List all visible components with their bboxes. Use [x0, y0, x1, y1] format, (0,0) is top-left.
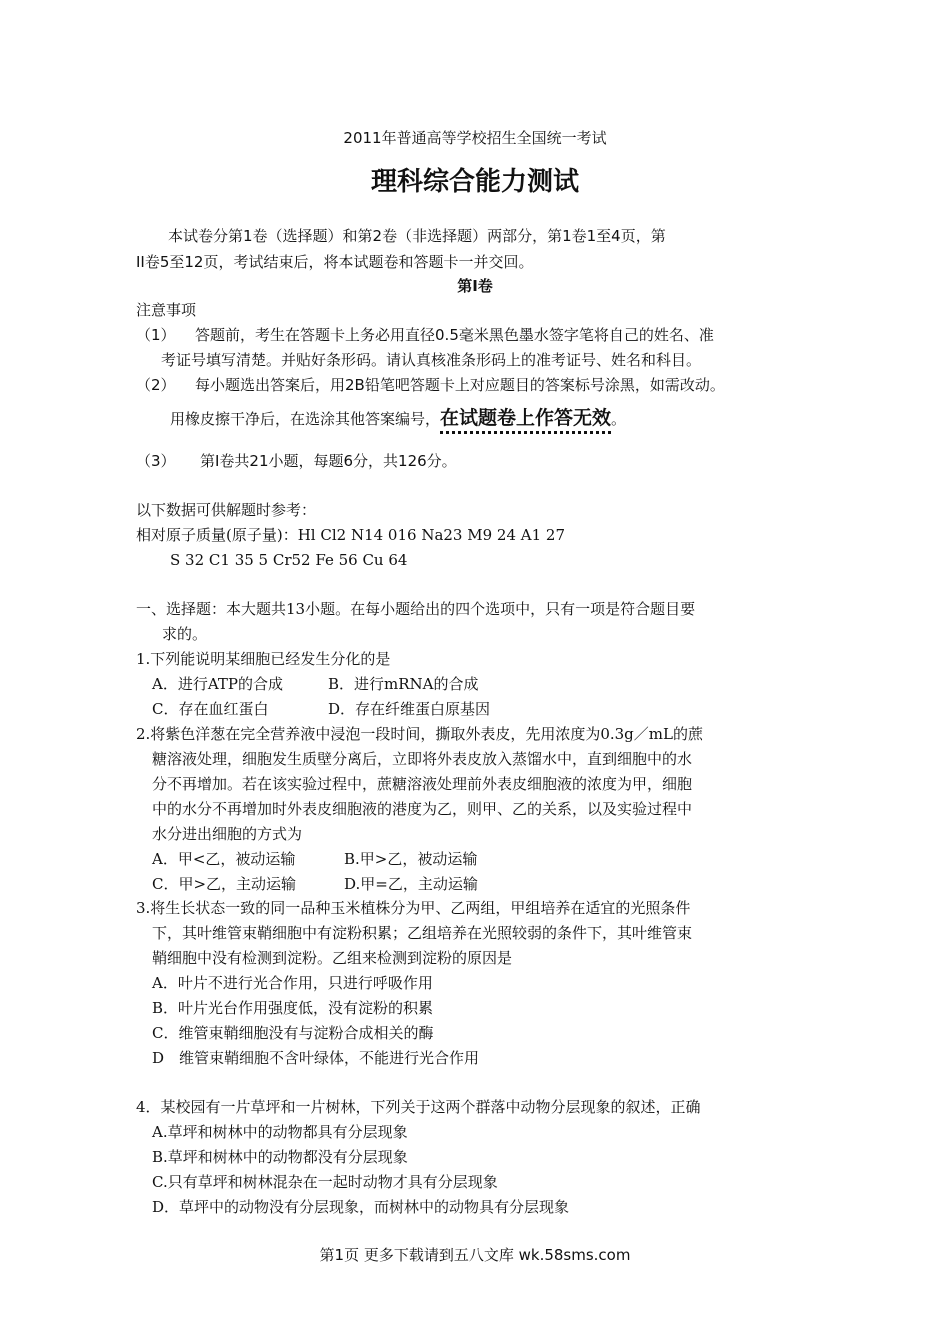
exam-line: 2011年普通高等学校招生全国统一考试 — [343, 129, 607, 147]
q3-option-c: C．维管束鞘细胞没有与淀粉合成相关的酶 — [152, 1024, 434, 1042]
note-2-line-1: 每小题选出答案后，用2B铅笔吧答题卡上对应题目的答案标号涂黑，如需改动。 — [195, 376, 725, 394]
q4-stem: 4．某校园有一片草坪和一片树林，下列关于这两个群落中动物分层现象的叙述，正确 — [136, 1098, 701, 1116]
intro-line-2: II卷5至12页，考试结束后，将本试题卷和答题卡一并交回。 — [136, 253, 534, 271]
q4-option-c: C.只有草坪和树林混杂在一起时动物才具有分层现象 — [152, 1173, 498, 1191]
reference-line-1: 以下数据可供解题时参考： — [136, 501, 317, 519]
q2-line-5: 水分进出细胞的方式为 — [152, 825, 303, 843]
reference-line-3: S 32 C1 35 5 Cr52 Fe 56 Cu 64 — [170, 551, 408, 569]
q2-line-1: 2.将紫色洋葱在完全营养液中浸泡一段时间，撕取外表皮，先用浓度为0.3g／mL的蔗 — [136, 725, 703, 743]
q3-option-b: B．叶片光台作用强度低，没有淀粉的积累 — [152, 999, 434, 1017]
note-2-prefix: 用橡皮擦干净后，在选涂其他答案编号， — [170, 410, 441, 428]
q2-line-4: 中的水分不再增加时外表皮细胞液的港度为乙，则甲、乙的关系，以及实验过程中 — [152, 800, 693, 818]
q3-line-3: 鞘细胞中没有检测到淀粉。乙组来检测到淀粉的原因是 — [152, 949, 513, 967]
q1-option-d: D．存在纤维蛋白原基因 — [328, 700, 491, 718]
q3-option-d: D 维管束鞘细胞不含叶绿体，不能进行光合作用 — [152, 1049, 480, 1067]
reference-line-2: 相对原子质量(原子量)：Hl Cl2 N14 016 Na23 M9 24 A1 27 — [136, 526, 565, 544]
q3-option-a: A．叶片不进行光合作用，只进行呼吸作用 — [152, 974, 433, 992]
page-footer: 第1页 更多下载请到五八文库 wk.58sms.com — [319, 1246, 631, 1264]
q4-option-a: A.草坪和树林中的动物都具有分层现象 — [152, 1123, 408, 1141]
note-2-line-2 — [170, 408, 626, 429]
q2-option-d: D.甲=乙，主动运输 — [344, 875, 478, 893]
note-2-suffix: 。 — [611, 410, 627, 428]
q2-line-3: 分不再增加。若在该实验过程中，蔗糖溶液处理前外表皮细胞液的浓度为甲，细胞 — [152, 775, 693, 793]
q2-option-a: A．甲<乙，被动运输 — [152, 850, 296, 868]
q1-stem: 1.下列能说明某细胞已经发生分化的是 — [136, 650, 391, 668]
q3-line-1: 3.将生长状态一致的同一品种玉米植株分为甲、乙两组，甲组培养在适宜的光照条件 — [136, 899, 691, 917]
q1-option-b: B．进行mRNA的合成 — [328, 675, 479, 693]
part1-line-1: 一、选择题：本大题共13小题。在每小题给出的四个选项中，只有一项是符合题目要 — [136, 600, 696, 618]
q2-line-2: 糖溶液处理，细胞发生质壁分离后，立即将外表皮放入蒸馏水中，直到细胞中的水 — [152, 750, 693, 768]
page-title: 理科综合能力测试 — [370, 167, 579, 197]
note-1-number: （1） — [136, 326, 176, 344]
intro-line-1: 本试卷分第1卷（选择题）和第2卷（非选择题）两部分，第1卷1至4页，第 — [168, 227, 666, 245]
notes-heading: 注意事项 — [136, 301, 197, 319]
q4-option-b: B.草坪和树林中的动物都没有分层现象 — [152, 1148, 408, 1166]
note-3-text: 第I卷共21小题，每题6分，共126分。 — [200, 452, 457, 470]
q2-option-c: C．甲>乙，主动运输 — [152, 875, 297, 893]
note-2-number: （2） — [136, 376, 176, 394]
q3-line-2: 下，其叶维管束鞘细胞中有淀粉积累；乙组培养在光照较弱的条件下，其叶维管束 — [152, 924, 693, 942]
note-2-emphasis: 在试题卷上作答无效 — [440, 407, 611, 434]
q4-option-d: D．草坪中的动物没有分层现象，而树林中的动物具有分层现象 — [152, 1198, 570, 1216]
part1-line-2: 求的。 — [162, 625, 208, 643]
q2-option-b: B.甲>乙，被动运输 — [344, 850, 478, 868]
section-heading: 第I卷 — [457, 277, 493, 295]
note-1-line-2: 考证号填写清楚。并贴好条形码。请认真核准条形码上的准考证号、姓名和科目。 — [161, 351, 702, 369]
q1-option-c: C．存在血红蛋白 — [152, 700, 269, 718]
q1-option-a: A．进行ATP的合成 — [152, 675, 283, 693]
note-1-line-1: 答题前，考生在答题卡上务必用直径0.5毫米黑色墨水签字笔将自己的姓名、准 — [195, 326, 714, 344]
note-3-number: （3） — [136, 452, 176, 470]
